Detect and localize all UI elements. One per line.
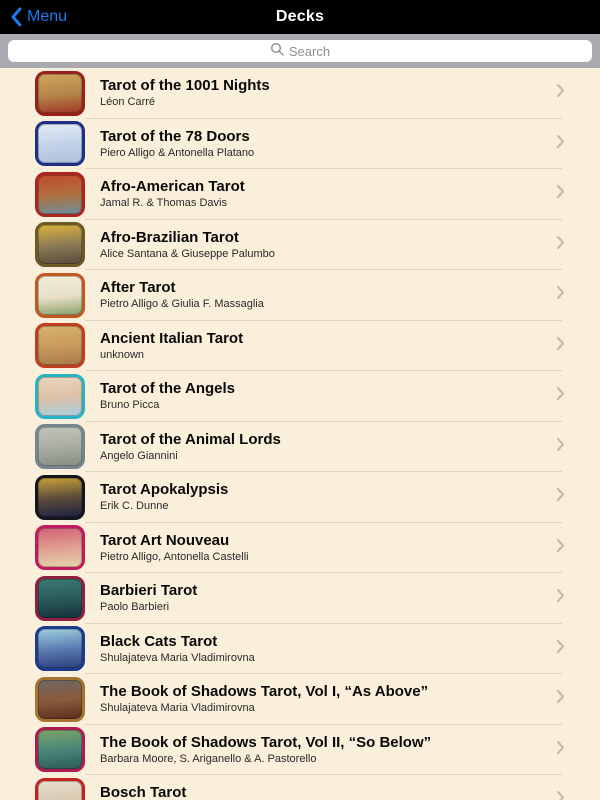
deck-title: Tarot Apokalypsis <box>100 481 229 498</box>
deck-row[interactable] <box>0 371 600 422</box>
chevron-right-icon <box>556 487 565 507</box>
deck-row-body <box>85 573 562 624</box>
deck-title: Ancient Italian Tarot <box>100 329 244 347</box>
deck-thumbnail <box>35 273 85 318</box>
deck-author: Barbara Moore, S. Ariganello & A. Pastorello <box>100 752 317 765</box>
deck-thumbnail <box>35 525 85 570</box>
deck-thumbnail <box>35 677 85 722</box>
deck-thumbnail <box>35 71 85 116</box>
search-bar-container <box>0 34 600 68</box>
deck-row[interactable] <box>0 523 600 574</box>
deck-author: Léon Carré <box>100 96 156 108</box>
deck-row[interactable] <box>0 674 600 725</box>
search-icon <box>270 42 284 61</box>
deck-row[interactable] <box>0 624 600 675</box>
deck-row[interactable] <box>0 169 600 220</box>
deck-title: Tarot of the 78 Doors <box>100 127 250 145</box>
deck-thumbnail <box>35 121 85 166</box>
deck-title: After Tarot <box>100 279 176 296</box>
chevron-right-icon <box>556 437 565 457</box>
chevron-right-icon <box>556 588 565 608</box>
deck-title: Tarot Art Nouveau <box>100 531 230 549</box>
deck-row-body <box>85 371 562 422</box>
deck-row-body <box>85 775 562 800</box>
deck-row-body <box>85 523 562 574</box>
chevron-right-icon <box>556 538 565 558</box>
deck-author: Erik C. Dunne <box>100 500 169 512</box>
chevron-right-icon <box>556 639 565 659</box>
deck-row[interactable] <box>0 68 600 119</box>
deck-row[interactable] <box>0 775 600 800</box>
deck-thumbnail <box>35 475 85 520</box>
back-button-label: Menu <box>27 8 68 25</box>
deck-row[interactable] <box>0 725 600 776</box>
deck-thumbnail <box>35 778 85 800</box>
back-chevron-icon <box>10 7 22 27</box>
deck-title: Afro-American Tarot <box>100 178 245 195</box>
deck-row-body <box>85 624 562 675</box>
deck-author: Alice Santana & Giuseppe Palumbo <box>100 247 275 260</box>
deck-title: The Book of Shadows Tarot, Vol I, “As Above” <box>100 683 429 700</box>
deck-row-body <box>85 270 562 321</box>
deck-author: Angelo Giannini <box>100 449 178 462</box>
chevron-right-icon <box>556 134 565 154</box>
deck-row-body <box>85 169 562 220</box>
deck-row[interactable] <box>0 472 600 523</box>
deck-row-body <box>85 119 562 170</box>
chevron-right-icon <box>556 235 565 255</box>
deck-thumbnail <box>35 727 85 772</box>
deck-row-body <box>85 321 562 372</box>
deck-row-body <box>85 68 562 119</box>
chevron-right-icon <box>556 336 565 356</box>
search-placeholder: Search <box>288 43 331 59</box>
chevron-right-icon <box>556 790 565 800</box>
chevron-right-icon <box>556 285 565 305</box>
navigation-bar <box>0 0 600 34</box>
deck-author: Piero Alligo & Antonella Platano <box>100 146 255 159</box>
deck-row-body <box>85 220 562 271</box>
chevron-right-icon <box>556 740 565 760</box>
chevron-right-icon <box>556 386 565 406</box>
deck-row[interactable] <box>0 270 600 321</box>
deck-thumbnail <box>35 576 85 621</box>
deck-row-body <box>85 725 562 776</box>
chevron-right-icon <box>556 83 565 103</box>
search-input[interactable] <box>8 40 592 62</box>
deck-list <box>0 68 600 800</box>
chevron-right-icon <box>556 689 565 709</box>
deck-row[interactable] <box>0 321 600 372</box>
deck-row[interactable] <box>0 422 600 473</box>
back-button[interactable] <box>10 0 67 34</box>
chevron-right-icon <box>556 184 565 204</box>
deck-thumbnail <box>35 374 85 419</box>
page-title: Decks <box>275 8 325 25</box>
deck-title: Afro-Brazilian Tarot <box>100 228 239 246</box>
deck-title: The Book of Shadows Tarot, Vol II, “So Below” <box>100 733 432 751</box>
deck-title: Tarot of the 1001 Nights <box>100 77 270 94</box>
deck-thumbnail <box>35 424 85 469</box>
deck-author: Jamal R. & Thomas Davis <box>100 197 227 209</box>
deck-title: Barbieri Tarot <box>100 582 198 599</box>
deck-author: Shulajateva Maria Vladimirovna <box>100 651 255 664</box>
deck-title: Bosch Tarot <box>100 784 187 800</box>
deck-title: Black Cats Tarot <box>100 632 218 650</box>
deck-row[interactable] <box>0 119 600 170</box>
deck-author: unknown <box>100 348 145 361</box>
deck-row[interactable] <box>0 220 600 271</box>
deck-row-body <box>85 674 562 725</box>
deck-title: Tarot of the Animal Lords <box>100 430 281 448</box>
deck-thumbnail <box>35 323 85 368</box>
deck-author: Pietro Alligo & Giulia F. Massaglia <box>100 298 264 310</box>
deck-row-body <box>85 472 562 523</box>
deck-thumbnail <box>35 626 85 671</box>
deck-row-body <box>85 422 562 473</box>
deck-row[interactable] <box>0 573 600 624</box>
deck-author: Pietro Alligo, Antonella Castelli <box>100 550 249 563</box>
deck-thumbnail <box>35 172 85 217</box>
deck-thumbnail <box>35 222 85 267</box>
deck-author: Paolo Barbieri <box>100 601 170 613</box>
deck-author: Bruno Picca <box>100 399 160 411</box>
deck-author: Shulajateva Maria Vladimirovna <box>100 702 255 714</box>
deck-title: Tarot of the Angels <box>100 380 235 397</box>
